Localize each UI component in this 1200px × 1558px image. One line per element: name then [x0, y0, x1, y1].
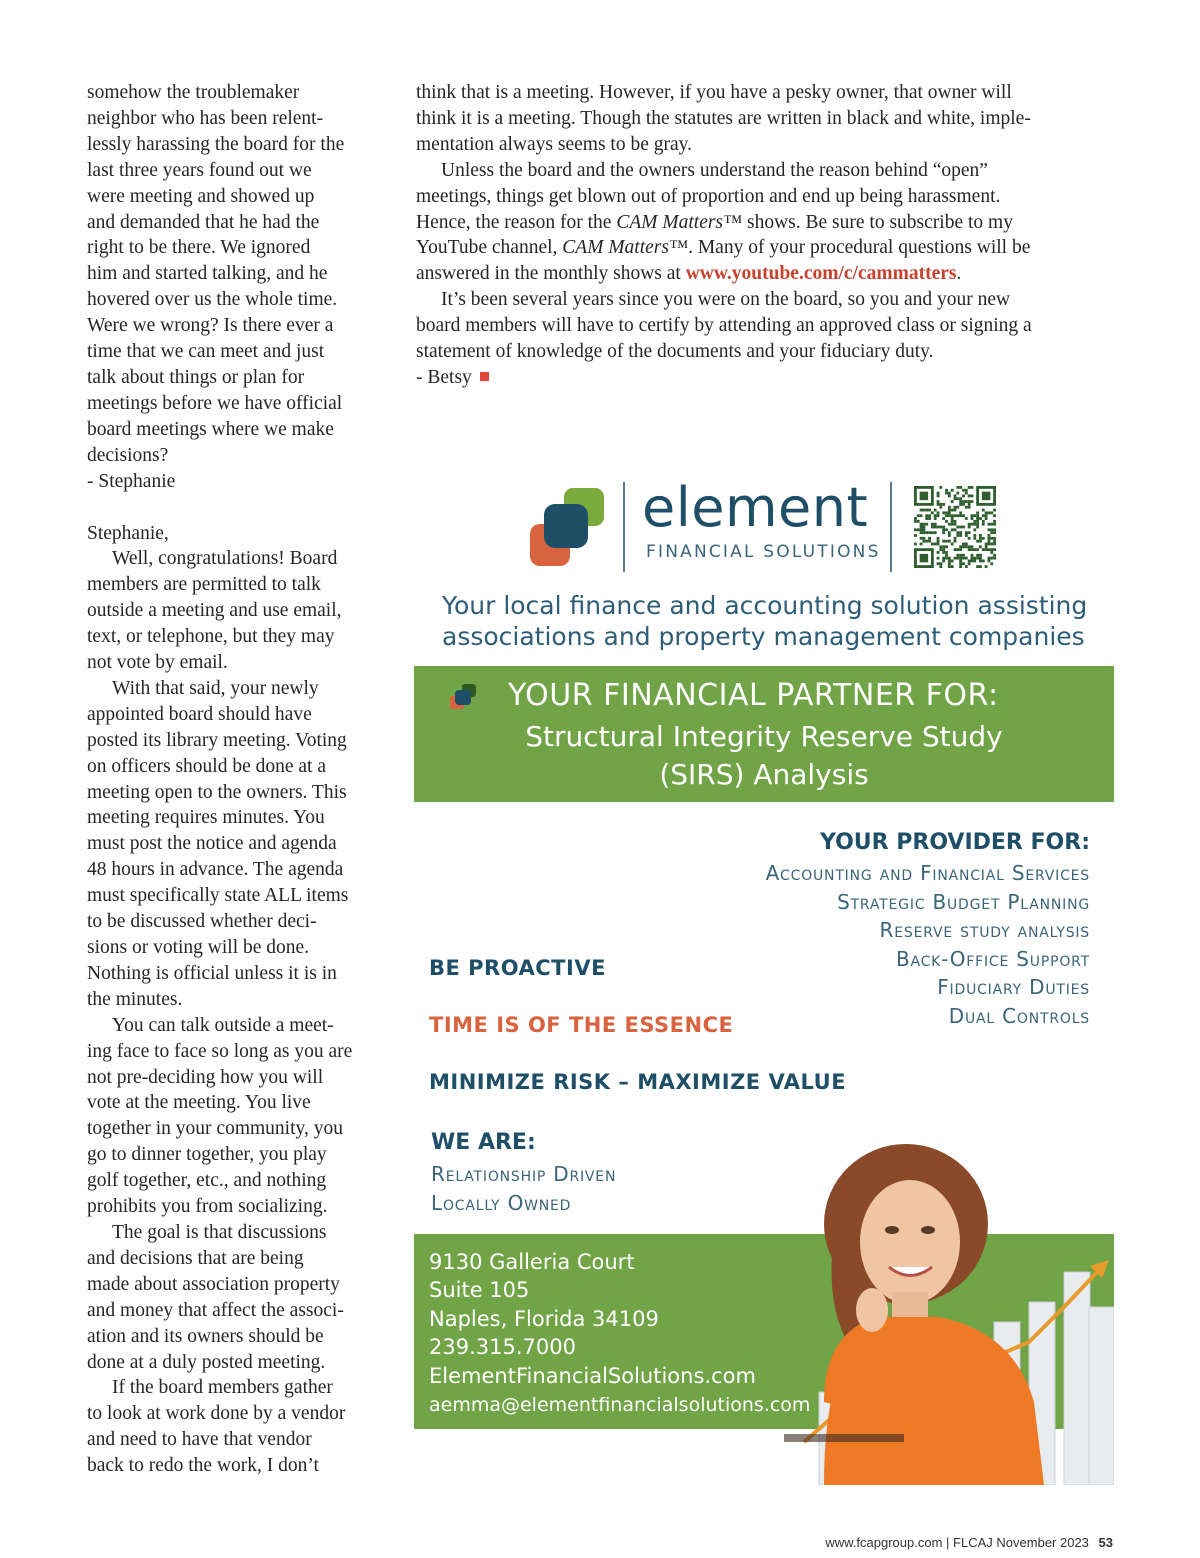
salutation: Stephanie,	[87, 522, 169, 544]
signoff	[416, 365, 1116, 391]
body-line: think it is a meeting. Though the statutes are written in black and white, imple-	[416, 107, 1031, 129]
website-link[interactable]: ElementFinancialSolutions.com	[429, 1364, 756, 1388]
body-line: mentation always seems to be gray.	[416, 133, 692, 155]
left-column	[87, 80, 377, 1479]
answer-line: go to dinner together, you play	[87, 1144, 327, 1166]
partner-subtitle-line: Structural Integrity Reserve Study	[525, 720, 1003, 753]
answer-line: not pre-deciding how you will	[87, 1066, 324, 1088]
partner-subtitle-line: (SIRS) Analysis	[659, 758, 869, 791]
body-line: meetings, things get blown out of proportion and end up being harassment.	[416, 185, 1001, 207]
answer-line: prohibits you from socializing.	[87, 1196, 328, 1218]
text-run: Hence, the reason for the	[416, 211, 617, 233]
spokeswoman-photo	[784, 1142, 1114, 1485]
email-link[interactable]: aemma@elementfinancialsolutions.com	[429, 1394, 811, 1416]
question-line: him and started talking, and he	[87, 263, 328, 285]
answer-line: and need to have that vendor	[87, 1429, 312, 1451]
answer-line: meeting requires minutes. You	[87, 807, 325, 829]
answer-line: to look at work done by a vendor	[87, 1403, 346, 1425]
answer-line: sions or voting will be done.	[87, 937, 310, 958]
end-mark-icon	[480, 372, 489, 381]
partner-subtitle	[414, 718, 1114, 794]
show-title: CAM Matters™	[616, 211, 743, 233]
answer-line: appointed board should have	[87, 703, 312, 725]
body-line	[416, 210, 1116, 236]
body-line: Unless the board and the owners understand the reason behind “open”	[441, 159, 988, 181]
question-line: - Stephanie	[87, 470, 176, 492]
slogan-time: TIME IS OF THE ESSENCE	[429, 1013, 734, 1037]
answer-line: You can talk outside a meet-	[112, 1014, 334, 1036]
qr-code-icon[interactable]	[914, 486, 996, 568]
we-are-item: Locally Owned	[431, 1191, 572, 1215]
question-line: talk about things or plan for	[87, 366, 305, 388]
footer-separator: |	[946, 1535, 950, 1550]
body-line: think that is a meeting. However, if you have a pesky owner, that owner will	[416, 82, 1012, 103]
right-column	[416, 80, 1116, 391]
logo-subtitle: FINANCIAL SOLUTIONS	[646, 542, 881, 562]
footer-site[interactable]: www.fcapgroup.com	[825, 1535, 943, 1550]
answer-line: ing face to face so long as you are	[87, 1040, 353, 1062]
answer-line: The goal is that discussions	[112, 1221, 327, 1243]
page-footer	[825, 1535, 1113, 1550]
answer-line: together in your community, you	[87, 1118, 343, 1140]
answer-line: posted its library meeting. Voting	[87, 729, 347, 751]
provider-item: Reserve study analysis	[879, 918, 1090, 943]
slogan-be-proactive: BE PROACTIVE	[429, 956, 606, 980]
footer-publication: FLCAJ	[953, 1535, 993, 1550]
answer-line: on officers should be done at a	[87, 755, 326, 777]
question-line: right to be there. We ignored	[87, 237, 311, 259]
answer-line: ation and its owners should be	[87, 1325, 324, 1347]
address-line: 9130 Galleria Court	[429, 1250, 635, 1274]
we-are-title: WE ARE:	[431, 1130, 536, 1155]
logo-divider	[890, 482, 892, 572]
body-line: It’s been several years since you were on the board, so you and your new	[441, 289, 1011, 311]
element-logo-icon	[526, 486, 610, 570]
question-line: decisions?	[87, 444, 169, 466]
answer-line: vote at the meeting. You live	[87, 1092, 311, 1114]
answer-line: members are permitted to talk	[87, 574, 321, 596]
address-line: Suite 105	[429, 1278, 530, 1302]
signoff-text: - Betsy	[416, 366, 472, 388]
answer-line: Nothing is official unless it is in	[87, 962, 337, 984]
question-line: neighbor who has been relent-	[87, 107, 324, 129]
provider-title: YOUR PROVIDER FOR:	[819, 830, 1090, 855]
question-line: lessly harassing the board for the	[87, 133, 345, 155]
text-run: .	[956, 263, 962, 285]
logo-wordmark: element	[642, 476, 869, 539]
question-line: board meetings where we make	[87, 418, 334, 440]
answer-line: to be discussed whether deci-	[87, 911, 317, 933]
partner-banner	[414, 666, 1114, 802]
question-line: last three years found out we	[87, 159, 312, 181]
answer-line: must post the notice and agenda	[87, 833, 337, 855]
answer-line: back to redo the work, I don’t	[87, 1455, 319, 1477]
question-line: somehow the troublemaker	[87, 82, 300, 103]
text-run: answered in the monthly shows at	[416, 263, 686, 285]
provider-item: Fiduciary Duties	[937, 975, 1090, 1000]
answer-line: done at a duly posted meeting.	[87, 1351, 326, 1373]
answer-line: the minutes.	[87, 988, 183, 1010]
answer-line: and decisions that are being	[87, 1247, 304, 1269]
body-line	[416, 235, 1116, 261]
answer-line: Well, congratulations! Board	[112, 548, 338, 570]
page-number: 53	[1098, 1535, 1113, 1550]
answer-line: text, or telephone, but they may	[87, 626, 335, 648]
question-line: meetings before we have official	[87, 392, 343, 414]
body-line	[416, 261, 1116, 287]
text-run: YouTube channel,	[416, 237, 563, 259]
question-text	[87, 80, 377, 495]
question-line: were meeting and showed up	[87, 185, 315, 207]
answer-line: outside a meeting and use email,	[87, 600, 342, 622]
address-line: Naples, Florida 34109	[429, 1307, 659, 1331]
tagline	[442, 590, 1122, 652]
slogan-minimize-risk: MINIMIZE RISK – MAXIMIZE VALUE	[429, 1070, 847, 1094]
we-are-item: Relationship Driven	[431, 1162, 617, 1186]
answer-line: and money that affect the associ-	[87, 1299, 344, 1321]
body-line: board members will have to certify by attending an approved class or signing a	[416, 315, 1032, 337]
text-run: shows. Be sure to subscribe to my	[742, 211, 1013, 233]
question-line: and demanded that he had the	[87, 211, 320, 233]
body-line: statement of knowledge of the documents and your fiduciary duty.	[416, 341, 934, 363]
answer-line: made about association property	[87, 1273, 340, 1295]
provider-item: Accounting and Financial Services	[765, 861, 1090, 885]
answer-line: If the board members gather	[112, 1377, 333, 1399]
provider-item: Dual Controls	[948, 1003, 1090, 1028]
answer-line: 48 hours in advance. The agenda	[87, 859, 344, 881]
text-run: . Many of your procedural questions will be	[688, 237, 1031, 259]
phone-number[interactable]: 239.315.7000	[429, 1335, 576, 1359]
answer-line: not vote by email.	[87, 652, 228, 674]
element-logo-icon	[448, 684, 478, 710]
question-line: time that we can meet and just	[87, 341, 325, 363]
channel-title: CAM Matters™	[562, 237, 689, 259]
partner-title: YOUR FINANCIAL PARTNER FOR:	[508, 678, 999, 713]
provider-list	[766, 830, 1090, 1031]
element-ad	[414, 470, 1114, 1485]
answer-text	[87, 546, 377, 1479]
provider-item: Strategic Budget Planning	[837, 889, 1090, 914]
answer-line: golf together, etc., and nothing	[87, 1170, 327, 1192]
answer-line: must specifically state ALL items	[87, 885, 349, 907]
answer-line: meeting open to the owners. This	[87, 781, 347, 803]
answer-line: With that said, your newly	[112, 677, 319, 699]
youtube-link[interactable]: www.youtube.com/c/cammatters	[685, 263, 957, 285]
provider-item: Back-Office Support	[895, 946, 1090, 971]
logo-divider	[623, 482, 625, 572]
footer-issue: November 2023	[996, 1535, 1089, 1550]
tagline-line: associations and property management companies	[442, 622, 1085, 651]
question-line: Were we wrong? Is there ever a	[87, 315, 334, 337]
question-line: hovered over us the whole time.	[87, 289, 338, 311]
tagline-line: Your local finance and accounting solution assisting	[442, 591, 1088, 620]
